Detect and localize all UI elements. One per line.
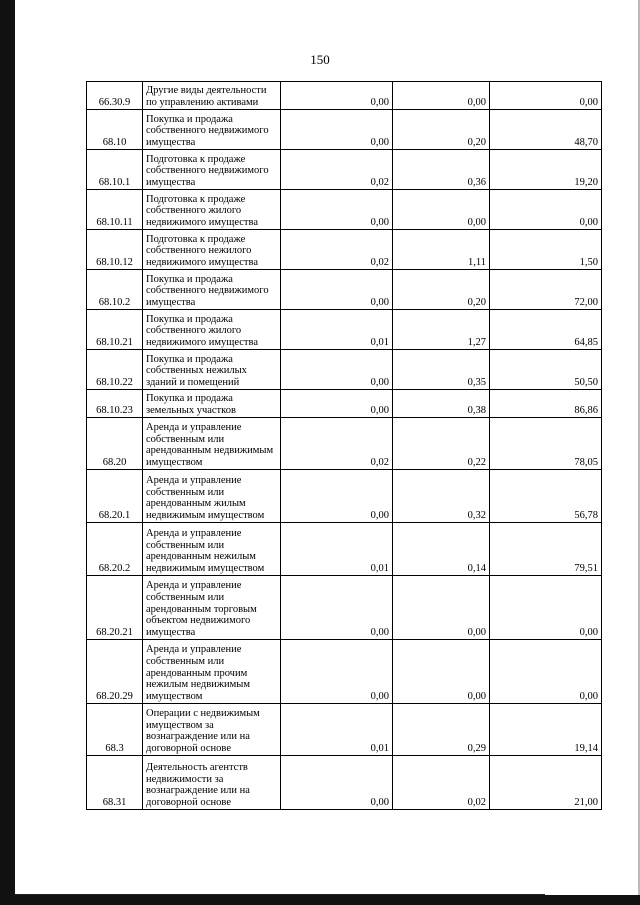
activity-code-cell: 68.20.21 — [87, 576, 143, 640]
table-row — [87, 190, 602, 230]
value-column-3-cell: 0,00 — [490, 640, 602, 704]
activity-description-cell: Покупка и продажа земельных участков — [143, 390, 281, 418]
value-column-1-cell: 0,01 — [281, 523, 393, 576]
table-row — [87, 756, 602, 810]
value-column-1-cell: 0,00 — [281, 576, 393, 640]
activity-description-cell: Подготовка к продаже собственного нежилого недвижимого имущества — [143, 230, 281, 270]
activity-code-cell: 68.10.21 — [87, 310, 143, 350]
value-column-2-cell: 0,20 — [393, 270, 490, 310]
activity-code-cell: 68.10.11 — [87, 190, 143, 230]
value-column-1-cell: 0,00 — [281, 390, 393, 418]
value-column-2-cell: 0,00 — [393, 640, 490, 704]
activity-description-cell: Аренда и управление собственным или арендованным недвижимым имуществом — [143, 418, 281, 470]
activity-table — [86, 81, 602, 810]
value-column-3-cell: 21,00 — [490, 756, 602, 810]
activity-description-cell: Операции с недвижимым имуществом за вознаграждение или на договорной основе — [143, 704, 281, 756]
value-column-1-cell: 0,00 — [281, 756, 393, 810]
table-row — [87, 150, 602, 190]
activity-code-cell: 68.20.1 — [87, 470, 143, 523]
value-column-2-cell: 0,29 — [393, 704, 490, 756]
value-column-2-cell: 1,11 — [393, 230, 490, 270]
value-column-1-cell: 0,00 — [281, 470, 393, 523]
value-column-3-cell: 78,05 — [490, 418, 602, 470]
value-column-1-cell: 0,00 — [281, 350, 393, 390]
value-column-1-cell: 0,01 — [281, 310, 393, 350]
activity-description-cell: Подготовка к продаже собственного жилого недвижимого имущества — [143, 190, 281, 230]
value-column-2-cell: 0,00 — [393, 190, 490, 230]
activity-code-cell: 68.10.23 — [87, 390, 143, 418]
table-row — [87, 523, 602, 576]
activity-code-cell: 68.10.1 — [87, 150, 143, 190]
value-column-1-cell: 0,00 — [281, 190, 393, 230]
scan-left-border — [0, 0, 15, 905]
value-column-3-cell: 56,78 — [490, 470, 602, 523]
value-column-3-cell: 1,50 — [490, 230, 602, 270]
table-row — [87, 704, 602, 756]
activity-description-cell: Покупка и продажа собственного жилого недвижимого имущества — [143, 310, 281, 350]
activity-description-cell: Покупка и продажа собственного недвижимого имущества — [143, 270, 281, 310]
activity-code-cell: 68.20.2 — [87, 523, 143, 576]
activity-description-cell: Другие виды деятельности по управлению активами — [143, 82, 281, 110]
table-row — [87, 418, 602, 470]
table-row — [87, 640, 602, 704]
activity-description-cell: Аренда и управление собственным или арендованным прочим нежилым недвижимым имуществом — [143, 640, 281, 704]
activity-description-cell: Покупка и продажа собственного недвижимого имущества — [143, 110, 281, 150]
value-column-1-cell: 0,01 — [281, 704, 393, 756]
activity-code-cell: 68.10.22 — [87, 350, 143, 390]
value-column-1-cell: 0,02 — [281, 418, 393, 470]
table-body — [87, 82, 602, 810]
activity-code-cell: 68.10.12 — [87, 230, 143, 270]
value-column-1-cell: 0,00 — [281, 82, 393, 110]
value-column-1-cell: 0,00 — [281, 110, 393, 150]
value-column-3-cell: 79,51 — [490, 523, 602, 576]
activity-description-cell: Покупка и продажа собственных нежилых зданий и помещений — [143, 350, 281, 390]
activity-code-cell: 68.10.2 — [87, 270, 143, 310]
value-column-2-cell: 0,35 — [393, 350, 490, 390]
table-row — [87, 110, 602, 150]
activity-description-cell: Подготовка к продаже собственного недвижимого имущества — [143, 150, 281, 190]
value-column-1-cell: 0,00 — [281, 640, 393, 704]
value-column-2-cell: 1,27 — [393, 310, 490, 350]
value-column-1-cell: 0,00 — [281, 270, 393, 310]
value-column-1-cell: 0,02 — [281, 230, 393, 270]
value-column-2-cell: 0,36 — [393, 150, 490, 190]
value-column-2-cell: 0,22 — [393, 418, 490, 470]
table-row — [87, 350, 602, 390]
scan-bottom-border — [0, 895, 640, 905]
activity-code-cell: 68.10 — [87, 110, 143, 150]
value-column-2-cell: 0,00 — [393, 576, 490, 640]
activity-description-cell: Аренда и управление собственным или арендованным нежилым недвижимым имуществом — [143, 523, 281, 576]
value-column-3-cell: 0,00 — [490, 190, 602, 230]
value-column-2-cell: 0,38 — [393, 390, 490, 418]
value-column-2-cell: 0,14 — [393, 523, 490, 576]
value-column-2-cell: 0,02 — [393, 756, 490, 810]
activity-description-cell: Аренда и управление собственным или арендованным жилым недвижимым имуществом — [143, 470, 281, 523]
page-number: 150 — [310, 52, 330, 67]
value-column-2-cell: 0,20 — [393, 110, 490, 150]
value-column-3-cell: 19,20 — [490, 150, 602, 190]
activity-description-cell: Аренда и управление собственным или арендованным торговым объектом недвижимого имущества — [143, 576, 281, 640]
table-row — [87, 310, 602, 350]
activity-code-cell: 68.31 — [87, 756, 143, 810]
table-row — [87, 470, 602, 523]
table-row — [87, 390, 602, 418]
activity-code-cell: 68.20.29 — [87, 640, 143, 704]
table-row — [87, 230, 602, 270]
value-column-3-cell: 0,00 — [490, 82, 602, 110]
activity-code-cell: 68.3 — [87, 704, 143, 756]
value-column-2-cell: 0,00 — [393, 82, 490, 110]
value-column-3-cell: 86,86 — [490, 390, 602, 418]
activity-code-cell: 66.30.9 — [87, 82, 143, 110]
activity-code-cell: 68.20 — [87, 418, 143, 470]
value-column-3-cell: 72,00 — [490, 270, 602, 310]
table-row — [87, 82, 602, 110]
value-column-2-cell: 0,32 — [393, 470, 490, 523]
table-row — [87, 270, 602, 310]
value-column-3-cell: 50,50 — [490, 350, 602, 390]
value-column-3-cell: 19,14 — [490, 704, 602, 756]
table-row — [87, 576, 602, 640]
activity-description-cell: Деятельность агентств недвижимости за вознаграждение или на договорной основе — [143, 756, 281, 810]
value-column-3-cell: 64,85 — [490, 310, 602, 350]
value-column-1-cell: 0,02 — [281, 150, 393, 190]
value-column-3-cell: 48,70 — [490, 110, 602, 150]
value-column-3-cell: 0,00 — [490, 576, 602, 640]
